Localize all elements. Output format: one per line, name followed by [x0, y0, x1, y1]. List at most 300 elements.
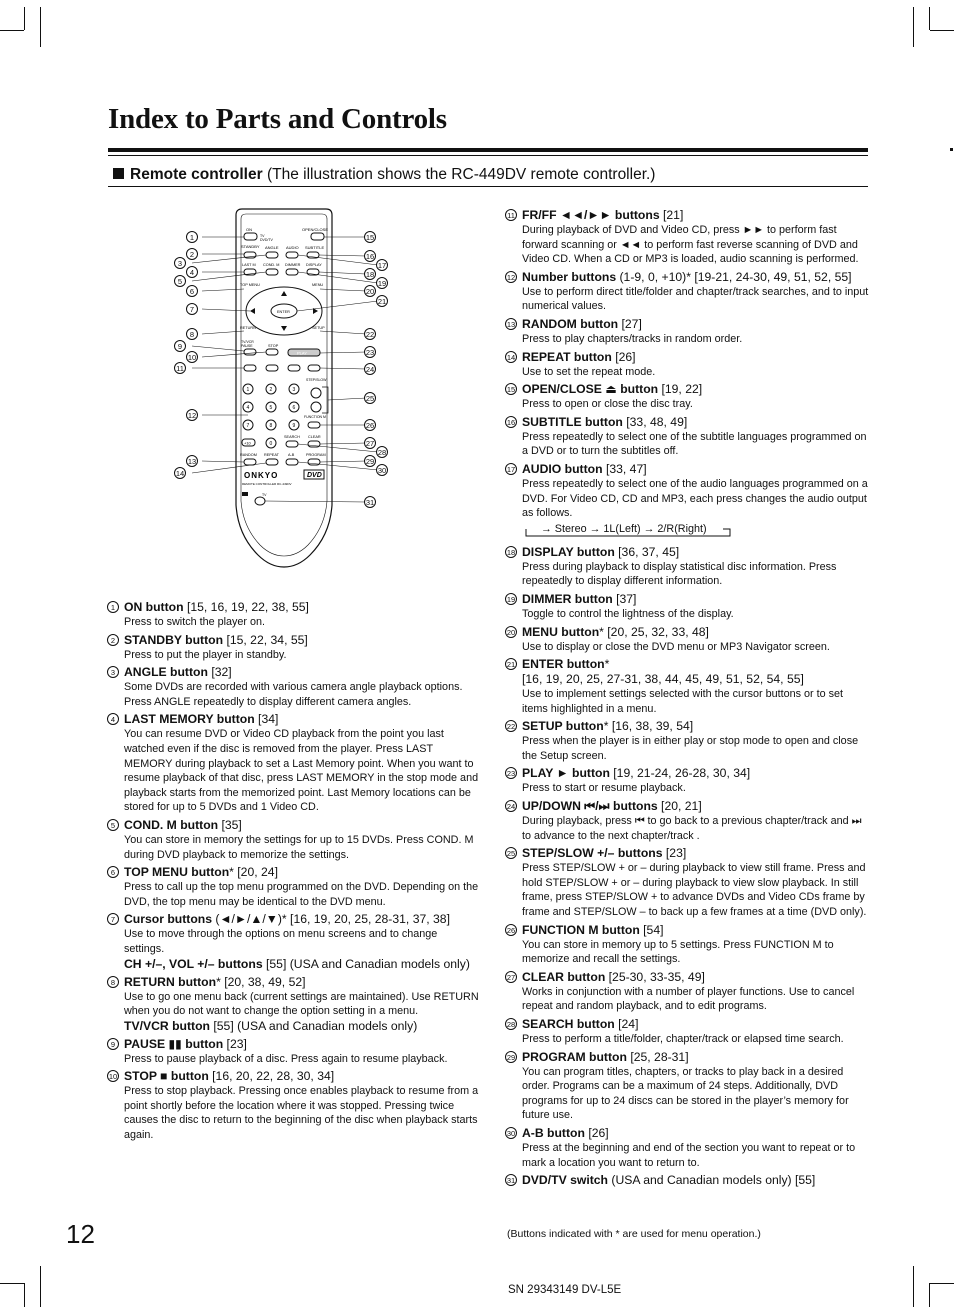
item-number-badge: 15 [506, 385, 516, 395]
item-heading [107, 665, 479, 680]
remote-step-plus-button [311, 388, 321, 398]
item-heading [505, 382, 869, 397]
remote-up-button [308, 365, 320, 371]
crop-mark [930, 1283, 954, 1284]
callout-1: 1 [186, 231, 198, 243]
item-14 [505, 350, 869, 380]
item-19 [505, 592, 869, 622]
item-name: RANDOM button [522, 316, 619, 331]
remote-down-button [288, 365, 300, 371]
callout-25: 25 [365, 394, 375, 403]
callout-15: 15 [365, 233, 375, 242]
item-number-badge: 1 [107, 601, 119, 613]
item-number-badge: 12 [506, 272, 516, 282]
item-page-refs: [16, 20, 22, 28, 30, 34] [208, 1069, 335, 1084]
item-name: TOP MENU button [124, 865, 230, 880]
page-number: 12 [66, 1219, 95, 1249]
remote-digit-5-label: 5 [269, 405, 273, 411]
item-description: Use to go one menu back (current settings are maintained). Use RETURN when you do not want to change the option setting in a menu. [124, 990, 479, 1018]
item-description: Press to stop playback. Pressing once enables playback to resume from a point shortly before the location where it was stopped. Pressing twice causes the disc to return to the beginning of the disc when playback starts again. [124, 1085, 479, 1142]
cycle-text: → Stereo → 1L(Left) → 2/R(Right) [541, 522, 707, 535]
item-name: SEARCH button [522, 1017, 615, 1031]
item-description: Use to implement settings selected with the cursor buttons or to set items highlighted in a menu. [522, 688, 844, 715]
remote-functionm-button [308, 422, 320, 428]
remote-digit-4-label: 4 [246, 405, 250, 411]
title-rule-thick [108, 148, 868, 152]
item-page-refs: [25, 28-31] [626, 1049, 689, 1064]
registration-dot [950, 148, 953, 151]
item-number-badge: 3 [107, 666, 119, 678]
item-page-refs: [23] [223, 1036, 247, 1051]
item-description: Press to perform a title/folder, chapter/track or elapsed time search. [522, 1033, 844, 1045]
remote-dvd-logo: DVD [307, 472, 322, 479]
remote-plus10-label: +10 [244, 440, 251, 446]
callout-22: 22 [365, 330, 375, 339]
item-description: Press to put the player in standby. [124, 648, 287, 661]
item-page-refs-continued: [16, 19, 20, 25, 27-31, 38, 44, 45, 49, 51, 52, 54, 55] [522, 672, 804, 687]
item-4 [107, 712, 479, 815]
remote-dimmer-button [286, 269, 298, 275]
item-7 [107, 912, 479, 971]
remote-open-close-label: OPEN/CLOSE [302, 227, 329, 232]
item-number-badge: 24 [506, 802, 516, 812]
item-heading [505, 592, 869, 607]
item-name: ANGLE button [124, 665, 208, 680]
item-name: COND. M button [124, 817, 219, 832]
remote-stepslow-label: STEP/SLOW [306, 378, 327, 382]
remote-tv-label: TV [260, 234, 265, 238]
remote-ab-label: A-B [288, 453, 295, 457]
item-12 [505, 270, 869, 314]
item-description: Press to call up the top menu programmed on the DVD. Depending on the DVD, the top menu may be identical to the DVD menu. [124, 881, 479, 908]
item-page-refs: [34] [254, 712, 279, 727]
item-page-refs: [21] [659, 208, 684, 222]
item-number-badge: 2 [107, 634, 119, 646]
remote-search-label: SEARCH [284, 435, 300, 439]
item-description: You can resume DVD or Video CD playback from the point you last watched even if the disc is removed from the player. Press LAST MEMORY during playback to set a Last Memory point. When you want to resume playback of that disc, press LAST MEMORY in the stop mode and playback starts from the memorized point. Last Memory locations can be stored for up to 5 DVDs and 1 Video CD. [124, 728, 479, 814]
item-heading [505, 719, 869, 734]
item-heading [107, 818, 479, 833]
item-heading [505, 1126, 869, 1141]
item-page-refs: (1-9, 0, +10)* [19-21, 24-30, 49, 51, 52, 55] [616, 269, 852, 284]
item-page-refs: [15, 16, 19, 22, 38, 55] [183, 600, 309, 614]
crop-mark [913, 7, 914, 47]
item-number-badge: 7 [107, 913, 119, 925]
crop-mark [0, 30, 24, 31]
callout-7: 7 [186, 303, 198, 315]
item-page-refs: (◄/►/▲/▼)* [16, 19, 20, 25, 28-31, 37, 38] [212, 912, 450, 927]
remote-condm-button [266, 269, 278, 275]
callout-20: 20 [365, 287, 375, 296]
remote-digit-9-label: 9 [292, 423, 296, 429]
item-heading [505, 766, 869, 781]
item-name: REPEAT button [522, 349, 612, 364]
crop-mark [40, 7, 41, 47]
item-30 [505, 1126, 869, 1170]
remote-digit-6-label: 6 [292, 405, 296, 411]
item-heading [505, 799, 869, 814]
item-number-badge: 18 [506, 547, 516, 557]
item-heading [505, 462, 869, 477]
callout-10: 10 [187, 353, 197, 362]
item-number-badge: 27 [506, 972, 516, 982]
item-6 [107, 865, 479, 909]
item-description: Some DVDs are recorded with various camera angle playback options. Press ANGLE repeatedly to display different camera angles. [124, 681, 463, 708]
remote-dvdtv-switch [255, 497, 265, 505]
item-28 [505, 1017, 869, 1047]
section-heading [113, 166, 655, 184]
item-page-refs: * [20, 24] [229, 865, 278, 880]
item-name: DISPLAY button [522, 544, 615, 559]
remote-repeat-button [266, 459, 278, 465]
crop-mark [913, 1266, 914, 1307]
callout-19: 19 [377, 279, 387, 288]
item-number-badge: 26 [506, 925, 516, 935]
item-page-refs: [35] [218, 817, 242, 832]
item-description: Press STEP/SLOW + or – during playback to view still frame. Press and hold STEP/SLOW + or – during playback to view slow playback. In still frame, press STEP/SLOW + to advance DVDs and Video CDs frame by frame and STEP/SLOW – to back up a few frames at a time (DVD only). [522, 862, 867, 919]
remote-digit-2-label: 2 [269, 387, 273, 393]
item-heading [107, 912, 479, 927]
remote-audio-label: AUDIO [286, 245, 299, 250]
item-page-refs: [19, 21-24, 26-28, 30, 34] [609, 766, 751, 781]
remote-program-label: PROGRAM [306, 453, 326, 457]
item-page-refs: [27] [618, 316, 642, 331]
item-description: During playback, press ⏮ to go back to a previous chapter/track and ⏭ to advance to the next chapter/track . [522, 815, 862, 842]
item-sub-name: CH +/–, VOL +/– buttons [124, 956, 263, 971]
item-20 [505, 625, 869, 655]
item-name: A-B button [522, 1125, 585, 1140]
item-description: Use to display or close the DVD menu or MP3 Navigator screen. [522, 640, 830, 653]
item-number-badge: 5 [107, 819, 119, 831]
item-page-refs: [24] [614, 1017, 639, 1031]
right-column [505, 208, 869, 1191]
item-page-refs: * [16, 38, 39, 54] [603, 719, 694, 734]
remote-topmenu-label: TOP MENU [240, 283, 260, 287]
remote-tvvcr-label: TV/VCR [241, 340, 254, 344]
item-page-refs: [54] [639, 922, 664, 937]
section-label: Remote controller [130, 166, 263, 183]
item-heading [505, 657, 869, 672]
remote-dvdtv-label: DVD/TV [260, 238, 273, 242]
item-heading [505, 545, 869, 560]
item-17 [505, 462, 869, 539]
item-description: Press when the player is in either play or stop mode to open and close the Setup screen. [522, 735, 859, 762]
item-heading [505, 970, 869, 985]
item-11 [505, 208, 869, 267]
item-page-refs: [33, 47] [602, 461, 647, 476]
item-number-badge: 29 [506, 1052, 516, 1062]
remote-fr-button [244, 365, 256, 371]
footnote: (Buttons indicated with * are used for menu operation.) [507, 1228, 761, 1240]
remote-clear-label: CLEAR [308, 435, 321, 439]
item-description: Press to start or resume playback. [522, 782, 686, 795]
item-number-badge: 9 [107, 1038, 119, 1050]
item-number-badge: 25 [506, 849, 516, 859]
item-name: FR/FF ◄◄/►► buttons [522, 208, 660, 222]
section-note: (The illustration shows the RC-449DV remote controller.) [266, 166, 656, 183]
item-name: SETUP button [522, 719, 604, 734]
item-heading [505, 1173, 869, 1188]
item-heading [107, 1037, 479, 1052]
item-name: LAST MEMORY button [124, 712, 255, 727]
item-heading [107, 865, 479, 880]
remote-audio-button [286, 252, 298, 258]
item-name: STOP ■ button [124, 1069, 209, 1084]
remote-dvdtv-switch-label [242, 492, 248, 496]
item-13 [505, 317, 869, 347]
remote-digit-1-label: 1 [246, 387, 250, 393]
item-page-refs: [23] [662, 846, 687, 861]
item-5 [107, 818, 479, 862]
item-name: Number buttons [522, 269, 617, 284]
remote-ff-button [266, 365, 278, 371]
item-name: Cursor buttons [124, 912, 213, 927]
item-number-badge: 8 [107, 976, 119, 988]
item-24 [505, 799, 869, 843]
remote-on-label: ON [246, 227, 252, 232]
item-27 [505, 970, 869, 1014]
item-page-refs: [25-30, 33-35, 49] [605, 969, 705, 984]
callout-31: 31 [365, 498, 375, 507]
item-name: DIMMER button [522, 591, 613, 606]
callout-26: 26 [365, 421, 375, 430]
item-10 [107, 1069, 479, 1142]
item-description: Use to move through the options on menu screens and to change settings. [124, 928, 438, 955]
item-number-badge: 28 [506, 1020, 516, 1029]
callout-17: 17 [377, 261, 387, 270]
callout-18: 18 [365, 270, 375, 279]
item-number-badge: 21 [506, 660, 516, 670]
callout-11: 11 [174, 362, 186, 374]
item-number-badge: 6 [107, 866, 119, 878]
crop-mark [24, 7, 25, 30]
item-description: Press at the beginning and end of the section you want to repeat or to mark a location you want to return to. [522, 1141, 856, 1169]
callout-6: 6 [186, 285, 198, 297]
item-page-refs: [26] [611, 349, 636, 364]
item-heading [505, 415, 869, 430]
callout-3: 3 [174, 257, 186, 269]
remote-enter-label: ENTER [277, 310, 290, 314]
remote-random-label: RANDOM [240, 453, 257, 457]
title-rule-thin [108, 155, 868, 156]
item-description: Use to set the repeat mode. [522, 365, 656, 378]
item-page-refs: (USA and Canadian models only) [55] [608, 1173, 816, 1188]
item-description: Press repeatedly to select one of the audio languages programmed on a DVD. For Video CD, CD and MP3, each press changes the audio output as follows. [522, 477, 868, 520]
item-description: Press repeatedly to select one of the subtitle languages programmed on a DVD or to turn the subtitles off. [522, 430, 867, 458]
item-page-refs: [19, 22] [658, 382, 703, 397]
item-page-refs: * [20, 38, 49, 52] [216, 974, 306, 989]
item-15 [505, 382, 869, 412]
callout-24: 24 [365, 365, 375, 374]
item-name: RETURN button [124, 974, 217, 989]
remote-stop-button [266, 349, 278, 355]
remote-angle-button [266, 252, 278, 258]
remote-digit-0-label: 0 [269, 441, 273, 447]
remote-repeat-label: REPEAT [264, 453, 279, 457]
remote-functionm-label: FUNCTION M [304, 415, 326, 419]
left-column [107, 600, 479, 1146]
item-16 [505, 415, 869, 459]
crop-mark [24, 1283, 25, 1307]
item-description: You can store in memory up to 5 settings. Press FUNCTION M to memorize and recall the settings. [522, 938, 834, 966]
remote-setup-label: SETUP [312, 326, 325, 330]
item-number-badge: 14 [506, 352, 516, 362]
item-sub-heading [107, 1019, 479, 1034]
item-sub-name: TV/VCR button [124, 1018, 210, 1033]
callout-30: 30 [377, 466, 387, 475]
item-name: DVD/TV switch [522, 1173, 609, 1188]
callout-14: 14 [175, 469, 185, 478]
item-name: OPEN/CLOSE ⏏ button [522, 382, 659, 397]
item-number-badge: 22 [506, 722, 516, 732]
remote-search-button [286, 441, 298, 447]
callout-27: 27 [365, 439, 375, 448]
item-page-refs: [20, 21] [657, 799, 702, 814]
item-description: Use to perform direct title/folder and chapter/track searches, and to input numerical values. [522, 285, 869, 313]
remote-digit-8-label: 8 [269, 423, 273, 429]
callout-28: 28 [377, 448, 387, 457]
item-name: MENU button [522, 624, 600, 639]
crop-mark [40, 1266, 41, 1307]
remote-open-close-button [311, 233, 324, 240]
crop-mark [929, 7, 930, 30]
remote-random-button [244, 459, 256, 465]
item-description: Toggle to control the lightness of the display. [522, 607, 734, 620]
item-number-badge: 11 [505, 209, 517, 221]
item-page-refs: [36, 37, 45] [614, 544, 680, 559]
remote-return-label: RETURN [240, 326, 256, 330]
item-page-refs: * [604, 657, 610, 672]
item-name: FUNCTION M button [522, 922, 640, 937]
item-number-badge: 10 [108, 1072, 118, 1082]
item-name: PLAY ► button [522, 766, 610, 781]
item-22 [505, 719, 869, 763]
item-heading [505, 625, 869, 640]
item-number-badge: 13 [506, 319, 516, 329]
item-name: PROGRAM button [522, 1049, 627, 1064]
callout-4: 4 [186, 266, 198, 278]
item-heading [505, 350, 869, 365]
item-number-badge: 19 [506, 594, 516, 604]
crop-mark [930, 30, 954, 31]
callout-5: 5 [174, 275, 186, 287]
item-sub-refs: [55] (USA and Canadian models only) [262, 956, 470, 971]
item-name: CLEAR button [522, 969, 606, 984]
remote-ab-button [286, 459, 298, 465]
callout-29: 29 [365, 457, 375, 466]
item-name: STANDBY button [124, 632, 224, 647]
remote-controller-illustration [175, 205, 400, 595]
item-25 [505, 846, 869, 919]
item-number-badge: 4 [107, 713, 119, 725]
item-number-badge: 23 [506, 769, 516, 779]
remote-model-label: REMOTE CONTROLLER RC-449DV [242, 482, 292, 486]
callout-13: 13 [187, 457, 197, 466]
item-name: UP/DOWN ⏮/⏭ buttons [522, 799, 658, 814]
remote-digit-3-label: 3 [292, 387, 296, 393]
item-23 [505, 766, 869, 796]
item-description: Press to pause playback of a disc. Press again to resume playback. [124, 1052, 448, 1065]
item-description: Press to open or close the disc tray. [522, 398, 693, 411]
remote-subtitle-label: SUBTITLE [305, 245, 325, 250]
remote-digit-7-label: 7 [246, 423, 250, 429]
item-page-refs: [37] [612, 591, 637, 606]
audio-output-cycle [505, 523, 869, 539]
callout-9: 9 [174, 340, 186, 352]
remote-step-minus-button [311, 402, 321, 412]
callout-16: 16 [365, 252, 375, 261]
item-description: Press to switch the player on. [124, 616, 266, 628]
item-number-badge: 16 [506, 417, 516, 427]
remote-switch-tv-label: TV [262, 493, 267, 497]
item-name: ENTER button [522, 657, 605, 672]
remote-menu-label: MENU [312, 283, 324, 287]
item-page-refs: [26] [584, 1125, 609, 1140]
callout-21: 21 [377, 297, 387, 306]
crop-mark [0, 1283, 24, 1284]
item-heading [107, 633, 479, 648]
item-heading [107, 975, 479, 990]
item-description: Works in conjunction with a number of player functions. Use to cancel repeat and random playback, and to edit programs. [522, 985, 855, 1013]
callout-12: 12 [187, 411, 197, 420]
item-name: ON button [124, 600, 184, 614]
remote-lastm-label: LAST M [242, 263, 256, 267]
item-description: During playback of DVD and Video CD, press ►► to perform fast forward scanning or ◄◄ to perform fast reverse scanning of DVD and Video CD. When a CD or MP3 is loaded, audio scanning is performed. [522, 224, 859, 266]
item-number-badge: 17 [506, 464, 516, 474]
crop-mark [929, 1283, 930, 1307]
item-heading [505, 923, 869, 938]
item-26 [505, 923, 869, 967]
item-heading [505, 1050, 869, 1065]
item-number-badge: 20 [506, 627, 516, 637]
remote-dimmer-label: DIMMER [285, 263, 301, 267]
item-heading [107, 1069, 479, 1084]
item-name: SUBTITLE button [522, 414, 623, 429]
callout-8: 8 [186, 328, 198, 340]
page-title: Index to Parts and Controls [108, 103, 447, 135]
callout-23: 23 [365, 348, 375, 357]
item-page-refs: [33, 48, 49] [622, 414, 688, 429]
item-21 [505, 657, 869, 716]
item-number-badge: 31 [506, 1176, 516, 1186]
item-heading [505, 270, 869, 285]
item-3 [107, 665, 479, 709]
item-31 [505, 1173, 869, 1188]
remote-angle-label: ANGLE [265, 245, 279, 250]
item-heading [107, 712, 479, 727]
item-heading [505, 317, 869, 332]
item-name: PAUSE ▮▮ button [124, 1036, 224, 1051]
remote-on-button [244, 233, 257, 240]
item-page-refs: [15, 22, 34, 55] [223, 632, 308, 647]
remote-display-label: DISPLAY [306, 263, 322, 267]
item-1 [107, 600, 479, 630]
remote-pause-button [244, 349, 256, 355]
remote-standby-label: STANDBY [241, 244, 260, 249]
section-square-icon [113, 168, 124, 179]
item-8 [107, 975, 479, 1034]
item-description: Press to play chapters/tracks in random order. [522, 332, 743, 345]
remote-condm-label: COND. M [263, 263, 280, 267]
item-heading [505, 208, 869, 223]
item-18 [505, 545, 869, 589]
serial-number: SN 29343149 DV-L5E [508, 1284, 622, 1296]
item-number-badge: 30 [506, 1128, 516, 1138]
remote-stop-label: STOP [268, 344, 279, 348]
item-heading [107, 600, 479, 615]
item-heading [505, 1017, 869, 1032]
item-name: STEP/SLOW +/– buttons [522, 846, 663, 861]
